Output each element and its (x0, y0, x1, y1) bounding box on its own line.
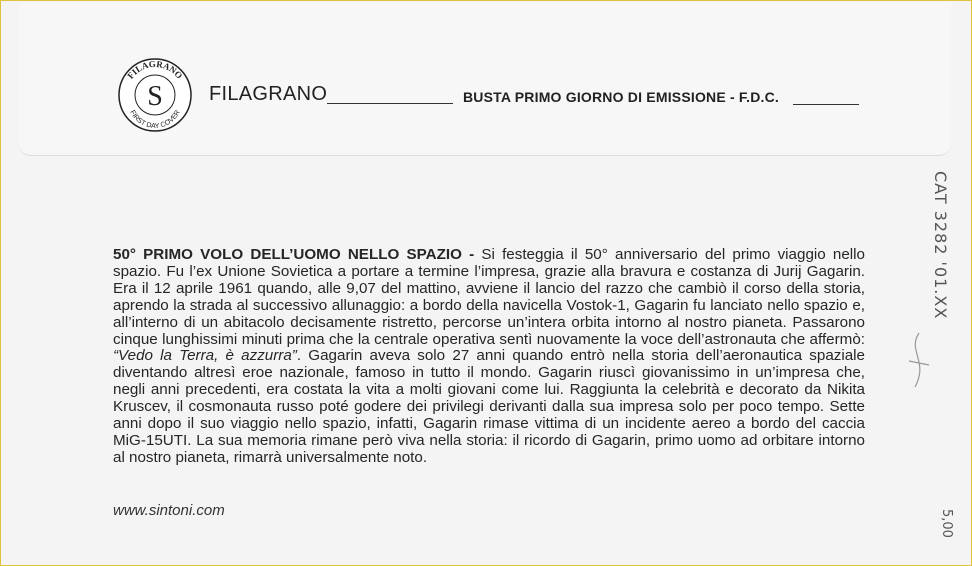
pencil-scribble (899, 331, 939, 391)
blank-line-1 (327, 103, 453, 104)
article-title: 50° PRIMO VOLO DELL’UOMO NELLO SPAZIO (113, 246, 462, 263)
article-quote: “Vedo la Terra, è azzurra” (113, 347, 297, 365)
filagrano-seal-logo (117, 57, 193, 133)
article-text (113, 247, 865, 467)
website-url: www.sintoni.com (113, 502, 225, 519)
article-text-part2: . Gagarin aveva solo 27 anni quando entrò nella storia dell’aeronautica spaziale diventando altresì eroe nazionale, famoso in tutto il mondo. Gagarin riuscì giovanissimo in un’impresa che, negli anni precedenti, era costata la vita a molti giovani come lui. Raggiunta la celebrità e decorato da Nikita Kruscev, il cosmonauta russo poté godere dei privilegi derivanti dalla sua impresa solo per poco tempo. Sette anni dopo il suo viaggio nello spazio, infatti, Gagarin rimase vittima di un incidente aereo a bordo del caccia MiG-15UTI. La sua memoria rimane però viva nella storia: il ricordo di Gagarin, primo uomo ad orbitare intorno al nostro pianeta, rimarrà universalmente noto. (113, 347, 866, 466)
brand-name: FILAGRANO (209, 83, 328, 105)
seal-bottom-text: FIRST DAY COVER (128, 109, 182, 131)
handwritten-catalog-note: CAT 3282 '01.XX (931, 171, 950, 320)
handwritten-price: 5,00 (939, 509, 954, 538)
seal-letter: S (147, 81, 163, 112)
blank-line-2 (793, 104, 859, 105)
seal-top-text: FILAGRANO (125, 58, 185, 81)
article-text-part1: Si festeggia il 50° anniversario del primo viaggio nello spazio. Fu l’ex Unione Sovietica a portare a termine l’impresa, grazie alla bravura e costanza di Jurij Gagarin. Era il 12 aprile 1961 quando, alle 9,07 del mattino, avviene il lancio del razzo che cambiò il corso della storia, aprendo la strada al successivo allunaggio: a bordo della navicella Vostok-1, Gagarin fu lanciato nello spazio e, all’interno di un abitacolo decisamente ristretto, percorse un’intera orbita intorno al nostro pianeta. Passarono cinque lunghissimi minuti prima che la centrale operativa sentì nuovamente la voce dell’astronauta che affermò: (113, 246, 865, 348)
title-separator: - (461, 246, 482, 263)
fdc-label: BUSTA PRIMO GIORNO DI EMISSIONE - F.D.C. (463, 89, 780, 105)
